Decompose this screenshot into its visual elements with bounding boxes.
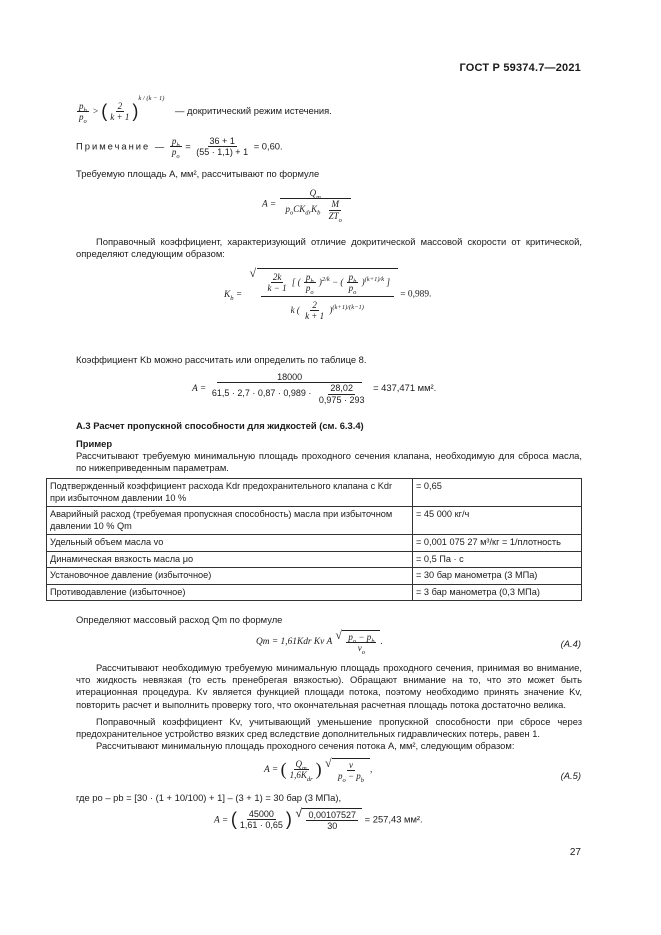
area-calc-result: = 437,471 мм². bbox=[373, 382, 437, 393]
final-result: = 257,43 мм². bbox=[364, 813, 423, 825]
table-row bbox=[47, 568, 582, 585]
subcritical-text: — докритический режим истечения. bbox=[175, 105, 332, 117]
example-text: Рассчитывают требуемую минимальную площадь проходного сечения клапана, необходимую для сброса масла, по нижеприведенным параметрам. bbox=[76, 450, 582, 474]
table-row bbox=[47, 535, 582, 552]
area-formula: A = $Q_m$ $p_oCK_{dr}K_b$ M $ZT_o$ bbox=[262, 188, 352, 221]
table-cell-value: = 30 бар манометра (3 МПа) bbox=[413, 568, 582, 585]
area-calculation: A = 18000 61,5 · 2,7 · 0,87 · 0,989 · $\frac{28,02}{0,975 \cdot 293}$ = 437,471 мм². bbox=[192, 372, 437, 405]
table-cell-param: Динамическая вязкость масла μo bbox=[47, 551, 413, 568]
qm-formula-text: Qm = 1,61Kdr Kv A bbox=[256, 637, 333, 647]
table-cell-value: = 3 бар манометра (0,3 МПа) bbox=[413, 584, 582, 601]
qm-intro: Определяют массовый расход Qm по формуле bbox=[76, 614, 283, 625]
table-cell-param: Противодавление (избыточное) bbox=[47, 584, 413, 601]
table-row bbox=[47, 584, 582, 601]
qm-formula: Qm = 1,61Kdr Kv A √ $\frac{p_o - p_b}{v_o}$ . bbox=[256, 630, 383, 654]
paragraph-kv: Поправочный коэффициент Kv, учитывающий уменьшение пропускной способности при сбросе через предохранительное устройство вязких сред вследствие дополнительных гидравлических потерь, равен 1. bbox=[76, 716, 582, 740]
area-calc-num: 18000 bbox=[217, 372, 362, 383]
section-title: А.3 Расчет пропускной способности для жидкостей (см. 6.3.4) bbox=[76, 420, 364, 431]
area-calc-den: 61,5 · 2,7 · 0,87 · 0,989 · bbox=[211, 388, 312, 399]
paragraph-iteration: Рассчитывают необходимую требуемую минимальную площадь проходного сечения, принимая во внимание, что жидкость невязкая (то есть пренебрегая вязкостью). Обращают внимание на то, что это может быть итерационная процедура. Kv является функцией площади потока, поэтому необходимо принять значение Kv, повторить расчет и выполнить проверку того, что окончательная расчетная площадь потока достаточно велика. bbox=[76, 662, 582, 710]
note-line: Примечание — $\frac{p_b}{p_o}$ = $\frac{36 + 1}{(55 \cdot 1,1) + 1}$ = 0,60. bbox=[76, 136, 283, 161]
note-result: = 0,60. bbox=[253, 140, 283, 152]
final-sqrt-den: 30 bbox=[327, 821, 338, 832]
note-den: (55 · 1,1) + 1 bbox=[196, 147, 249, 158]
table-cell-value: = 0,5 Па · с bbox=[413, 551, 582, 568]
table-cell-value: = 45 000 кг/ч bbox=[413, 507, 582, 535]
subcritical-condition: $\frac{p_b}{p_o}$ > ( $\frac{2}{k + 1}$ )$^{k / (k - 1)}$ — докритический режим истечения. bbox=[79, 95, 332, 125]
note-label: Примечание — bbox=[76, 140, 167, 152]
table-row bbox=[47, 479, 582, 507]
table-cell-param: Аварийный расход (требуемая пропускная способность) масла при избыточном давлении 10 % Qm bbox=[47, 507, 413, 535]
table-row bbox=[47, 507, 582, 535]
table-cell-param: Установочное давление (избыточное) bbox=[47, 568, 413, 585]
area-intro: Требуемую площадь A, мм², рассчитывают по формуле bbox=[76, 168, 320, 179]
kb-result: = 0,989. bbox=[400, 289, 432, 300]
table-cell-value: = 0,001 075 27 м³/кг = 1/плотность bbox=[413, 535, 582, 552]
parameters-table bbox=[46, 478, 582, 601]
page-number: 27 bbox=[569, 847, 581, 858]
equation-number-a4: (А.4) bbox=[560, 638, 581, 649]
table-row bbox=[47, 551, 582, 568]
area-formula-a5: A = ( $Q_m$ $1,6K_{dr}$ ) √ $\frac{v}{p_o - p_b}$ , bbox=[264, 758, 372, 782]
note-num: 36 + 1 bbox=[209, 136, 235, 146]
paragraph-area: Рассчитывают минимальную площадь проходного сечения потока А, мм², следующим образом: bbox=[96, 740, 515, 751]
area-calc-sqrt-den: 0,975 · 293 bbox=[318, 394, 365, 405]
final-sqrt-num: √ 0,00107527 bbox=[308, 810, 357, 820]
area-calc-sqrt-num: 28,02 bbox=[330, 383, 353, 394]
final-den: 1,61 · 0,65 bbox=[239, 820, 283, 831]
final-num: 45000 bbox=[248, 809, 274, 819]
pressure-line: где po – pb = [30 · (1 + 10/100) + 1] – (3 + 1) = 30 бар (3 МПа), bbox=[76, 792, 342, 803]
table-cell-param: Подтвержденный коэффициент расхода Kdr предохранительного клапана с Kdr при избыточном давлении 10 % bbox=[47, 479, 413, 507]
example-label: Пример bbox=[76, 438, 113, 449]
equation-number-a5: (А.5) bbox=[560, 770, 581, 781]
table-cell-value: = 0,65 bbox=[413, 479, 582, 507]
kb-intro: Поправочный коэффициент, характеризующий отличие докритической массовой скорости от критической, определяют следующим образом: bbox=[76, 236, 582, 260]
kb-table-ref: Коэффициент Kb можно рассчитать или определить по таблице 8. bbox=[76, 354, 367, 365]
kb-formula: $K_b$ = √ $\frac{2k}{k - 1}$ [ ( $\frac{p_b}{p_o}$ )$^{2/k}$ − ( $\frac{p_b}{p_o}$ )$^{(k+1)/k}$ ] k ( $\frac{2}{k + 1}$ )$^{(k+1)/(k-1)}$ = 0,989. bbox=[224, 268, 431, 321]
standard-header: ГОСТ Р 59374.7—2021 bbox=[459, 62, 581, 74]
final-calculation: A = ( $\frac{45000}{1,61 \cdot 0,65}$ ) √ $\frac{0,00107527}{30}$ = 257,43 мм². bbox=[214, 808, 423, 832]
table-cell-param: Удельный объем масла vo bbox=[47, 535, 413, 552]
